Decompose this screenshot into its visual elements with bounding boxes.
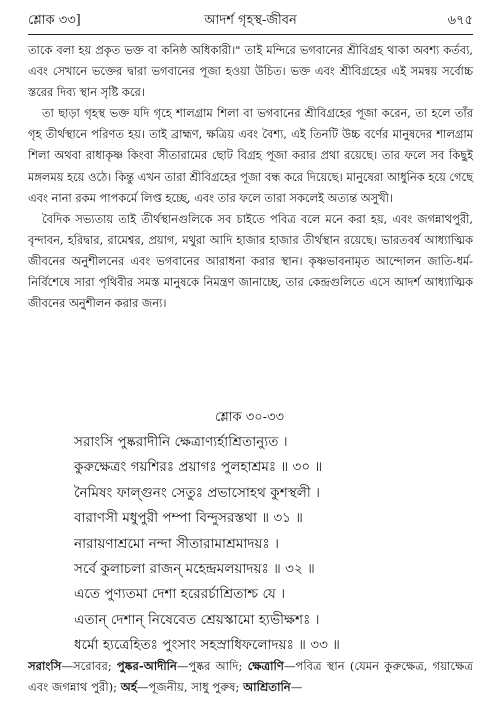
- gloss-meaning: —পূজনীয়, সাধু পুরুষ;: [136, 680, 244, 694]
- paragraph-2: তা ছাড়া গৃহস্থ ভক্ত যদি গৃহে শালগ্রাম শিলা বা ভগবানের শ্রীবিগ্রহের পূজা করেন, তা হলে তাঁর গৃহ তীর্থস্থানে পরিণত হয়। তাই ব্রাহ্মণ, ক্ষত্রিয় এবং বৈশ্য, এই তিনটি উচ্চ বর্ণের মানুষদের শালগ্রাম শিলা অথবা রাধাকৃষ্ণ কিংবা সীতারামের ছোট বিগ্রহ পূজা করার প্রথা রয়েছে। তার ফলে সব কিছুই মঙ্গলময় হয়ে ওঠে। কিন্তু এখন তারা শ্রীবিগ্রহের পূজা বন্ধ করে দিয়েছে। মানুষেরা আধুনিক হয়ে গেছে এবং নানা রকম পাপকর্মে লিপ্ত হচ্ছে, এবং তার ফলে তারা সকলেই অত্যন্ত অসুখী।: [28, 106, 473, 205]
- sanskrit-verse: [74, 430, 469, 659]
- gloss-word: ক্ষেত্রাণি: [247, 659, 284, 673]
- gloss-meaning: —সরোবর;: [61, 659, 117, 673]
- running-header: [28, 11, 473, 33]
- paragraph-3: বৈদিক সভ্যতায় তাই তীর্থস্থানগুলিকে সব চাইতে পবিত্র বলে মনে করা হয়, এবং জগন্নাথপুরী, বৃন্দাবন, হরিদ্বার, রামেশ্বর, প্রয়াগ, মথুরা আদি হাজার হাজার তীর্থস্থান রয়েছে। ভারতবর্ষ আধ্যাত্মিক জীবনের অনুশীলনের এবং ভগবানের আরাধনা করার স্থান। কৃষ্ণভাবনামৃত আন্দোলন জাতি-ধর্ম-নির্বিশেষে সারা পৃথিবীর সমস্ত মানুষকে নিমন্ত্রণ জানাচ্ছে, তার কেন্দ্রগুলিতে এসে আদর্শ আধ্যাত্মিক জীবনের অনুশীলন করার জন্য।: [28, 211, 473, 311]
- verse-line: ধর্মো হ্যত্রেহিতঃ পুংসাং সহস্রাধিফলোদয়ঃ ॥ ৩৩ ॥: [74, 637, 340, 654]
- gloss-meaning: —: [290, 680, 303, 694]
- header-rule: [28, 34, 473, 35]
- verse-line: কুরুক্ষেত্রং গয়শিরঃ প্রয়াগঃ পুলহাশ্রমঃ ॥ ৩০ ॥: [74, 459, 323, 476]
- paragraph-1: তাকে বলা হয় প্রকৃত ভক্ত বা কনিষ্ঠ অধিকারী।" তাই মন্দিরে ভগবানের শ্রীবিগ্রহ থাকা অবশ্য কর্তব্য, এবং সেখানে ভক্তের দ্বারা ভগবানের পূজা হওয়া উচিত। ভক্ত এবং শ্রীবিগ্রহের এই সমন্বয় সর্বোচ্চ স্তরের দিব্য স্থান সৃষ্টি করে।: [28, 43, 473, 100]
- gloss-meaning: —পবিত্র স্থান (যেমন কুরুক্ষেত্র, গয়াক্ষেত্র এবং জগন্নাথ পুরী);: [28, 659, 473, 694]
- chapter-title: আদর্শ গৃহস্থ-জীবন: [204, 13, 297, 28]
- verse-reference: শ্লোক ৩৩]: [28, 13, 81, 28]
- word-synonyms: [28, 656, 473, 698]
- verse-line: নারায়ণাশ্রমো নন্দা সীতারামাশ্রমাদয়ঃ ।: [74, 535, 279, 552]
- gloss-word: আশ্রিতানি: [243, 680, 291, 694]
- verse-line: সরাংসি পুষ্করাদীনি ক্ষেত্রাণ্যর্হাশ্রিতান্যুত ।: [74, 434, 288, 450]
- verse-line: বারাণসী মধুপুরী পম্পা বিন্দুসরস্তথা ॥ ৩১ ॥: [74, 510, 304, 527]
- verse-line: সর্বে কুলাচলা রাজন্ মহেন্দ্রমলয়াদয়ঃ ॥ ৩২ ॥: [74, 561, 315, 578]
- gloss-word: সরাংসি: [28, 659, 62, 673]
- purport-text: [28, 40, 473, 314]
- page-number: ৬৭৫: [447, 13, 473, 28]
- verse-line: নৈমিষং ফাল্গুনং সেতুঃ প্রভাসোহথ কুশস্থলী ।: [74, 484, 320, 501]
- verse-line: এতে পুণ্যতমা দেশা হরেরর্চাশ্রিতাশ্চ যে ।: [74, 586, 286, 603]
- gloss-word: পুষ্কর-আদীনি: [116, 659, 177, 673]
- verse-line: এতান্ দেশান্ নিষেবেত শ্রেয়স্কামো হ্যভীক্ষশঃ ।: [74, 611, 320, 628]
- gloss-word: অর্হ: [120, 680, 137, 694]
- gloss-meaning: —পুষ্কর আদি;: [176, 659, 248, 673]
- verse-title: শ্লোক ৩০-৩৩: [215, 410, 284, 425]
